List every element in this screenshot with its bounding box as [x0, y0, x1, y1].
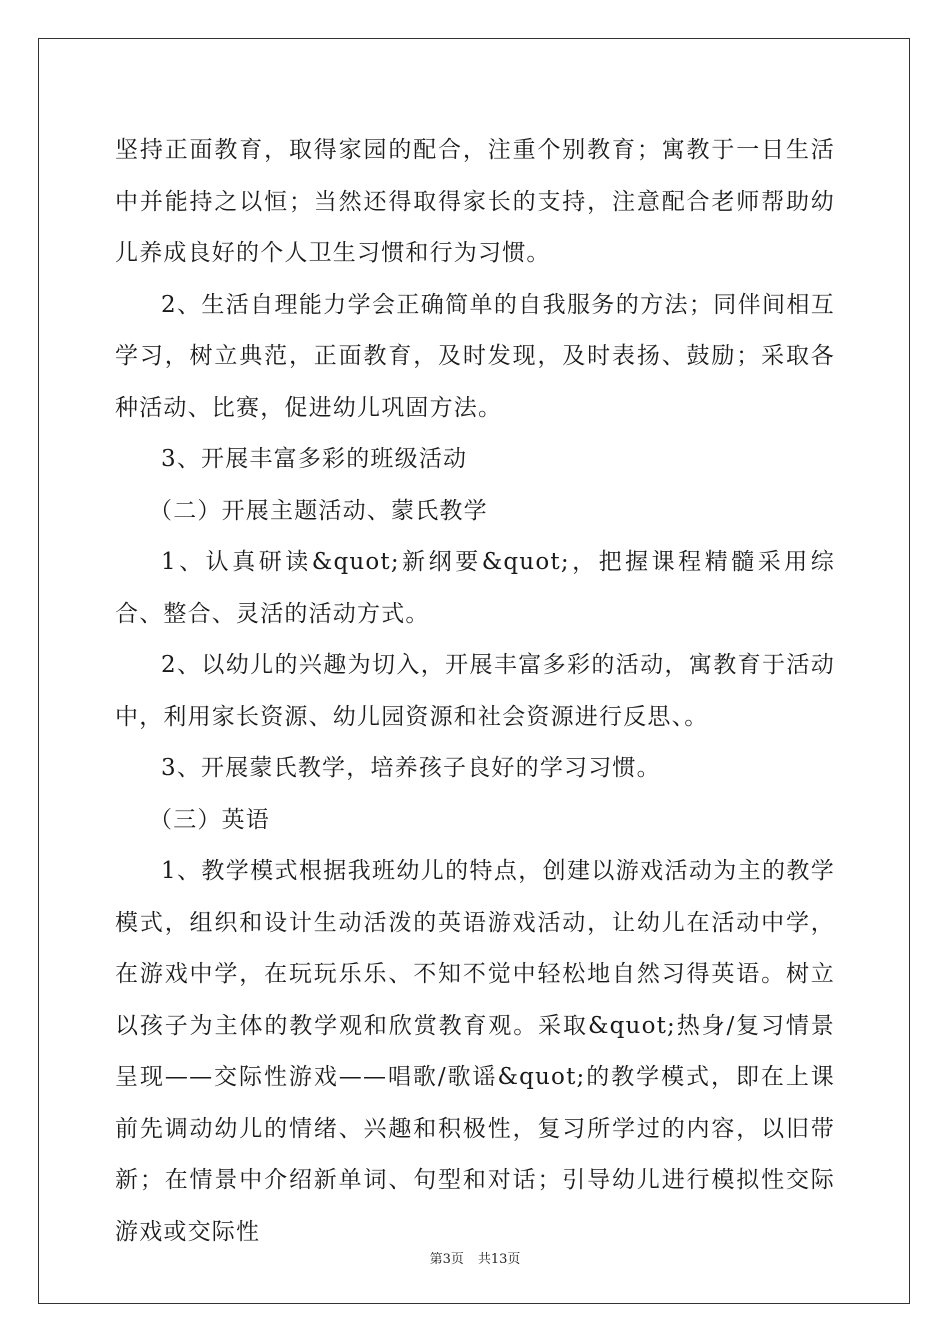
document-body — [115, 125, 835, 1258]
paragraph-montessori: 3、开展蒙氏教学，培养孩子良好的学习习惯。 — [161, 755, 661, 781]
paragraph-study-outline: 1、认真研读&quot;新纲要&quot;，把握课程精髓采用综合、整合、灵活的活动方式。 — [115, 549, 835, 627]
section-heading-theme-activities: （二）开展主题活动、蒙氏教学 — [149, 497, 488, 524]
paragraph-self-care: 2、生活自理能力学会正确简单的自我服务的方法；同伴间相互学习，树立典范，正面教育，及时发现，及时表扬、鼓励；采取各种活动、比赛，促进幼儿巩固方法。 — [115, 291, 835, 421]
paragraph-continuation: 坚持正面教育，取得家园的配合，注重个别教育；寓教于一日生活中并能持之以恒；当然还得取得家长的支持，注意配合老师帮助幼儿养成良好的个人卫生习惯和行为习惯。 — [115, 137, 835, 266]
paragraph-teaching-mode: 1、教学模式根据我班幼儿的特点，创建以游戏活动为主的教学模式，组织和设计生动活泼的英语游戏活动，让幼儿在活动中学，在游戏中学，在玩玩乐乐、不知不觉中轻松地自然习得英语。树立以孩子为主体的教学观和欣赏教育观。采取&quot;热身/复习情景呈现——交际性游戏——唱歌/歌谣&quot;的教学模式，即在上课前先调动幼儿的情绪、兴趣和积极性，复习所学过的内容，以旧带新；在情景中介绍新单词、句型和对话；引导幼儿进行模拟性交际游戏或交际性 — [115, 858, 835, 1245]
page-footer — [0, 1248, 950, 1267]
page-total: 共13页 — [477, 1252, 521, 1267]
page-number: 第3页 — [429, 1252, 464, 1267]
section-heading-english: （三）英语 — [149, 806, 270, 833]
paragraph-interest-activities: 2、以幼儿的兴趣为切入，开展丰富多彩的活动，寓教育于活动中，利用家长资源、幼儿园资源和社会资源进行反思、。 — [115, 652, 835, 730]
paragraph-class-activities: 3、开展丰富多彩的班级活动 — [161, 446, 468, 472]
